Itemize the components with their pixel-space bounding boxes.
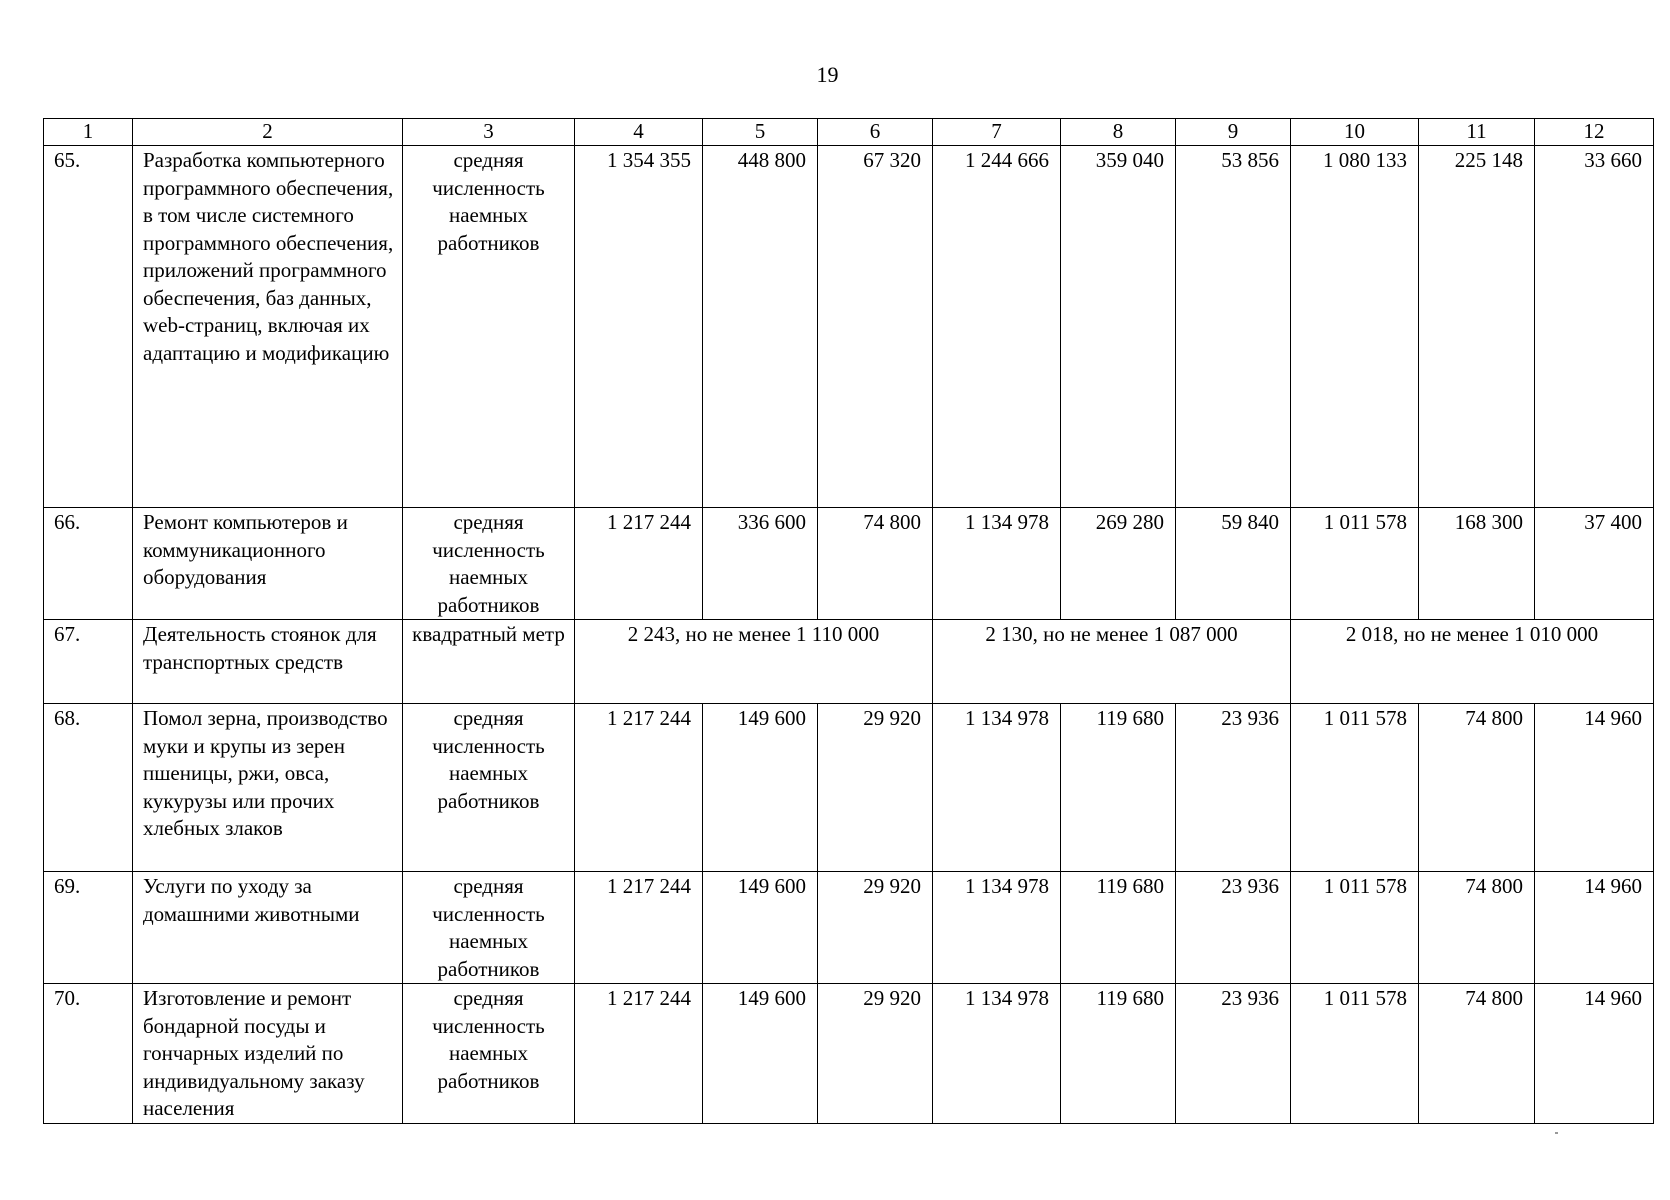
value-cell: 14 960 <box>1535 984 1654 1124</box>
value-cell: 1 134 978 <box>933 984 1061 1124</box>
value-cell: 74 800 <box>818 508 933 620</box>
value-cell: 1 011 578 <box>1291 508 1419 620</box>
header-cell: 2 <box>133 119 403 146</box>
row-number: 65. <box>44 146 133 508</box>
header-cell: 9 <box>1176 119 1291 146</box>
header-cell: 12 <box>1535 119 1654 146</box>
value-cell: 1 011 578 <box>1291 704 1419 872</box>
header-cell: 1 <box>44 119 133 146</box>
merged-value-cell: 2 243, но не менее 1 110 000 <box>575 620 933 704</box>
row-number: 67. <box>44 620 133 704</box>
activity-name: Услуги по уходу за домашними животными <box>133 872 403 984</box>
value-cell: 1 354 355 <box>575 146 703 508</box>
header-cell: 5 <box>703 119 818 146</box>
value-cell: 1 217 244 <box>575 872 703 984</box>
value-cell: 1 134 978 <box>933 872 1061 984</box>
header-cell: 8 <box>1061 119 1176 146</box>
value-cell: 29 920 <box>818 872 933 984</box>
value-cell: 149 600 <box>703 984 818 1124</box>
table-row <box>44 620 1654 704</box>
value-cell: 149 600 <box>703 704 818 872</box>
activity-name: Помол зерна, производство муки и крупы из зерен пшеницы, ржи, овса, кукурузы или прочих хлебных злаков <box>133 704 403 872</box>
scan-speck <box>1555 1132 1558 1134</box>
unit-of-measure: квадратный метр <box>403 620 575 704</box>
header-cell: 7 <box>933 119 1061 146</box>
value-cell: 1 011 578 <box>1291 984 1419 1124</box>
value-cell: 29 920 <box>818 984 933 1124</box>
header-cell: 3 <box>403 119 575 146</box>
merged-value-cell: 2 018, но не менее 1 010 000 <box>1291 620 1654 704</box>
unit-of-measure: средняя численность наемных работников <box>403 704 575 872</box>
table-row <box>44 984 1654 1124</box>
value-cell: 14 960 <box>1535 872 1654 984</box>
value-cell: 1 217 244 <box>575 704 703 872</box>
row-number: 70. <box>44 984 133 1124</box>
value-cell: 1 080 133 <box>1291 146 1419 508</box>
unit-of-measure: средняя численность наемных работников <box>403 872 575 984</box>
row-number: 66. <box>44 508 133 620</box>
value-cell: 23 936 <box>1176 704 1291 872</box>
value-cell: 1 217 244 <box>575 984 703 1124</box>
row-number: 68. <box>44 704 133 872</box>
header-row <box>44 119 1654 146</box>
value-cell: 119 680 <box>1061 872 1176 984</box>
table-row <box>44 872 1654 984</box>
data-table <box>43 118 1654 1124</box>
activity-name: Разработка компьютерного программного обеспечения, в том числе системного программного обеспечения, приложений программного обеспечения, баз данных, web-страниц, включая их адаптацию и модификацию <box>133 146 403 508</box>
value-cell: 1 244 666 <box>933 146 1061 508</box>
value-cell: 448 800 <box>703 146 818 508</box>
value-cell: 74 800 <box>1419 872 1535 984</box>
value-cell: 29 920 <box>818 704 933 872</box>
value-cell: 74 800 <box>1419 984 1535 1124</box>
value-cell: 119 680 <box>1061 984 1176 1124</box>
unit-of-measure: средняя численность наемных работников <box>403 508 575 620</box>
header-cell: 11 <box>1419 119 1535 146</box>
value-cell: 23 936 <box>1176 872 1291 984</box>
table-row <box>44 508 1654 620</box>
header-cell: 6 <box>818 119 933 146</box>
value-cell: 74 800 <box>1419 704 1535 872</box>
page-number: 19 <box>816 62 839 87</box>
value-cell: 359 040 <box>1061 146 1176 508</box>
value-cell: 336 600 <box>703 508 818 620</box>
value-cell: 269 280 <box>1061 508 1176 620</box>
value-cell: 119 680 <box>1061 704 1176 872</box>
value-cell: 1 134 978 <box>933 704 1061 872</box>
value-cell: 59 840 <box>1176 508 1291 620</box>
value-cell: 33 660 <box>1535 146 1654 508</box>
row-number: 69. <box>44 872 133 984</box>
header-cell: 10 <box>1291 119 1419 146</box>
value-cell: 67 320 <box>818 146 933 508</box>
activity-name: Деятельность стоянок для транспортных средств <box>133 620 403 704</box>
value-cell: 1 134 978 <box>933 508 1061 620</box>
value-cell: 23 936 <box>1176 984 1291 1124</box>
value-cell: 225 148 <box>1419 146 1535 508</box>
header-cell: 4 <box>575 119 703 146</box>
value-cell: 14 960 <box>1535 704 1654 872</box>
value-cell: 168 300 <box>1419 508 1535 620</box>
table-row <box>44 146 1654 508</box>
value-cell: 1 217 244 <box>575 508 703 620</box>
value-cell: 149 600 <box>703 872 818 984</box>
value-cell: 53 856 <box>1176 146 1291 508</box>
value-cell: 37 400 <box>1535 508 1654 620</box>
unit-of-measure: средняя численность наемных работников <box>403 984 575 1124</box>
value-cell: 1 011 578 <box>1291 872 1419 984</box>
unit-of-measure: средняя численность наемных работников <box>403 146 575 508</box>
activity-name: Изготовление и ремонт бондарной посуды и гончарных изделий по индивидуальному заказу населения <box>133 984 403 1124</box>
merged-value-cell: 2 130, но не менее 1 087 000 <box>933 620 1291 704</box>
activity-name: Ремонт компьютеров и коммуникационного оборудования <box>133 508 403 620</box>
table-row <box>44 704 1654 872</box>
